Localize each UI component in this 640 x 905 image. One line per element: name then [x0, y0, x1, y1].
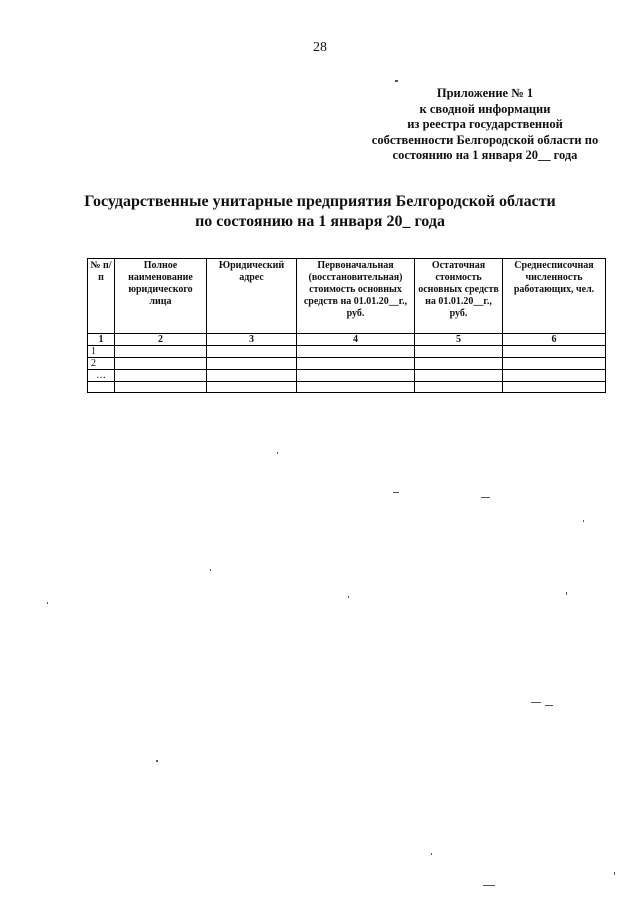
table-cell — [297, 370, 415, 382]
table-cell — [297, 358, 415, 370]
scan-speck — [483, 885, 495, 886]
table-cell — [115, 358, 207, 370]
header-cell-name: Полное наименование юридического лица — [115, 259, 207, 334]
appendix-line: собственности Белгородской области по — [371, 132, 599, 147]
column-number: 1 — [88, 334, 115, 346]
table-cell — [503, 358, 606, 370]
header-cell-number: № п/п — [88, 259, 115, 334]
table-cell — [115, 346, 207, 358]
table-cell — [88, 382, 115, 393]
table-row — [88, 358, 606, 370]
table-cell — [115, 382, 207, 393]
table-row — [88, 346, 606, 358]
table-cell — [503, 346, 606, 358]
table-cell — [415, 358, 503, 370]
table-header-row — [88, 259, 606, 334]
table-cell — [207, 346, 297, 358]
appendix-line: Приложение № 1 — [436, 86, 534, 100]
table-cell — [207, 382, 297, 393]
scan-speck — [156, 760, 158, 762]
table-cell — [207, 358, 297, 370]
header-cell-headcount: Среднесписочная численность работающих, чел. — [503, 259, 606, 334]
column-number: 4 — [297, 334, 415, 346]
table-cell: 1 — [88, 346, 115, 358]
table-cell — [297, 382, 415, 393]
column-number: 2 — [115, 334, 207, 346]
scan-speck — [431, 853, 432, 855]
document-title — [40, 192, 600, 232]
title-line-1: Государственные унитарные предприятия Белгородской области — [84, 193, 556, 210]
column-number-row — [88, 334, 606, 346]
scan-speck — [481, 497, 490, 498]
scan-speck — [545, 705, 553, 706]
scan-speck — [614, 872, 615, 875]
table-cell — [207, 370, 297, 382]
header-cell-address: Юридический адрес — [207, 259, 297, 334]
scan-speck — [210, 569, 211, 571]
table-cell — [415, 346, 503, 358]
scan-speck — [348, 596, 349, 598]
scan-speck — [393, 492, 399, 493]
scan-speck — [47, 602, 48, 604]
table-cell — [415, 370, 503, 382]
column-number: 5 — [415, 334, 503, 346]
header-cell-initial-cost: Первоначальная (восстановительная) стоимость основных средств на 01.01.20__г., руб. — [297, 259, 415, 334]
scan-speck — [395, 80, 398, 82]
appendix-note — [360, 86, 610, 164]
column-number: 3 — [207, 334, 297, 346]
page-number: 28 — [313, 40, 327, 55]
table-cell — [115, 370, 207, 382]
table-row — [88, 370, 606, 382]
column-number: 6 — [503, 334, 606, 346]
table-cell: 2 — [88, 358, 115, 370]
table-cell — [297, 346, 415, 358]
scan-speck — [531, 702, 541, 703]
scan-speck — [277, 452, 278, 454]
appendix-line: к сводной информации — [419, 101, 551, 116]
table-cell — [503, 382, 606, 393]
enterprises-table — [87, 258, 606, 393]
scan-speck — [583, 520, 584, 522]
table-cell: … — [88, 370, 115, 382]
appendix-line: состоянию на 1 января 20__ года — [392, 148, 578, 162]
header-cell-residual-cost: Остаточная стоимость основных средств на 01.01.20__г., руб. — [415, 259, 503, 334]
table-cell — [415, 382, 503, 393]
table-row — [88, 382, 606, 393]
scan-speck — [566, 592, 567, 595]
table-cell — [503, 370, 606, 382]
appendix-line: из реестра государственной — [407, 117, 563, 131]
title-line-2: по состоянию на 1 января 20_ года — [195, 213, 445, 230]
